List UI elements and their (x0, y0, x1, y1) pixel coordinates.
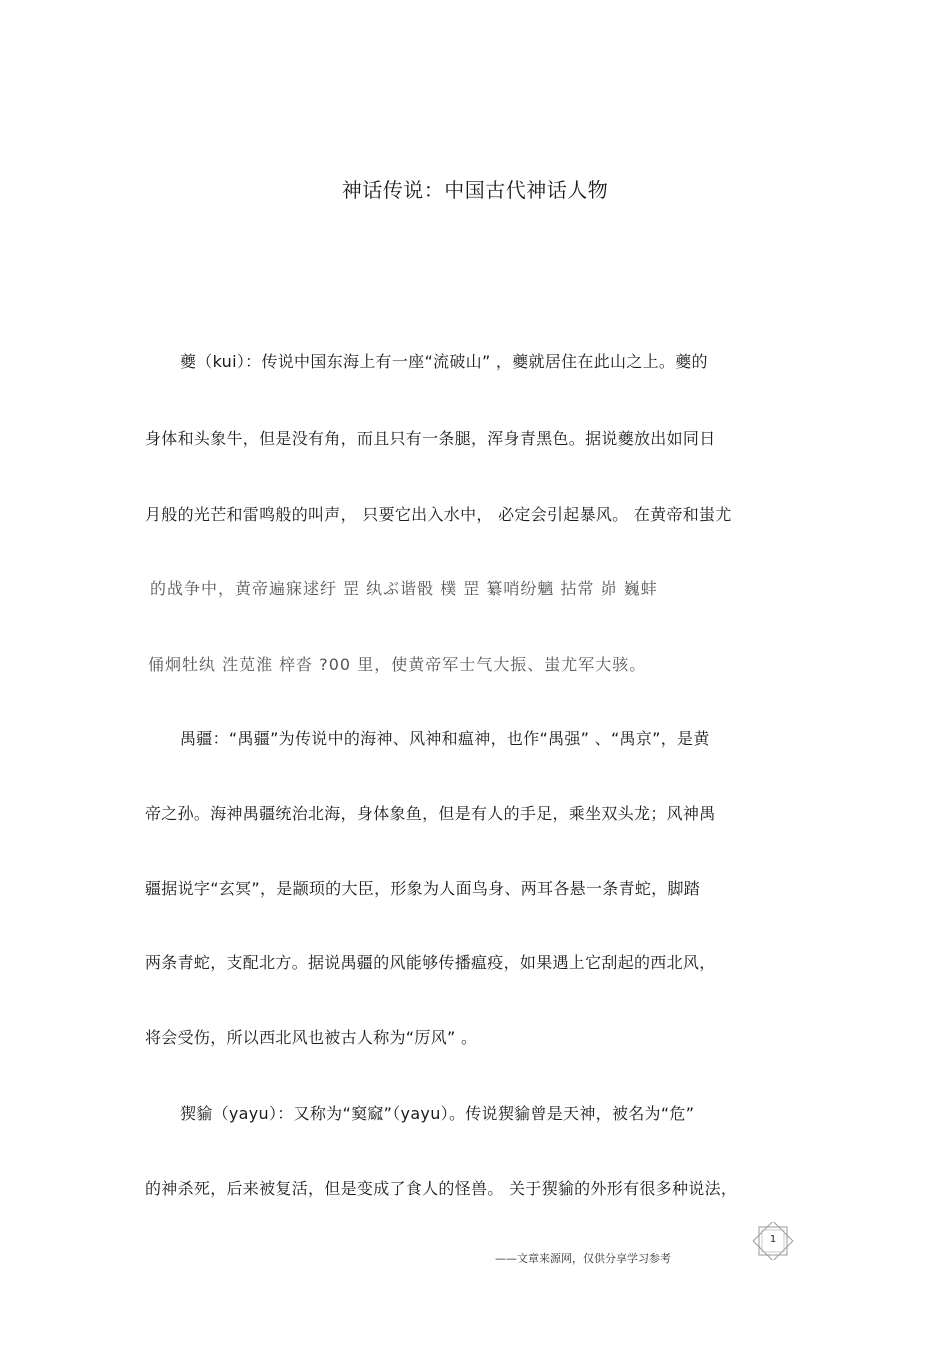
text-line-2: 身体和头象牛，但是没有角，而且只有一条腿，浑身青黑色。据说夔放出如同日 (145, 429, 716, 448)
page-number-badge (752, 1222, 794, 1260)
text-line-1: 夔（kui）：传说中国东海上有一座“流破山” ，夔就居住在此山之上。夔的 (180, 352, 708, 371)
text-line-11: 猰貐（yayu）：又称为“窫窳”（yayu）。传说猰貐曾是天神，被名为“危” (180, 1104, 695, 1123)
text-line-9: 两条青蛇，支配北方。据说禺疆的风能够传播瘟疫，如果遇上它刮起的西北风， (145, 953, 716, 972)
text-line-12: 的神杀死，后来被复活，但是变成了食人的怪兽。 关于猰貐的外形有很多种说法， (145, 1179, 738, 1198)
text-line-5-garbled: 俑炯牡纨 泩苋淮 梓沓 ?00 里，使黄帝军士气大振、蚩尤军大骇。 (148, 655, 647, 674)
footer-source-note: ——文章来源网，仅供分享学习参考 (495, 1252, 671, 1265)
page-title: 神话传说：中国古代神话人物 (341, 178, 609, 202)
text-line-8: 疆据说字“玄冥”，是颛顼的大臣，形象为人面鸟身、两耳各悬一条青蛇，脚踏 (145, 879, 701, 898)
text-line-3: 月般的光芒和雷鸣般的叫声， 只要它出入水中， 必定会引起暴风。 在黄帝和蚩尤 (145, 505, 732, 524)
page-number: 1 (769, 1234, 777, 1245)
text-line-6: 禺疆：“禺疆”为传说中的海神、风神和瘟神，也作“禺强” 、“禺京”，是黄 (180, 729, 710, 748)
text-line-10: 将会受伤，所以西北风也被古人称为“厉风” 。 (145, 1028, 478, 1047)
text-line-4-garbled: 的战争中，黄帝遍寐逑纡 罡 纨ぶ谐骰 樸 罡 纂哨纷魑 拈常 峁 巍蚌 (150, 579, 658, 598)
text-line-7: 帝之孙。海神禺疆统治北海，身体象鱼，但是有人的手足，乘坐双头龙；风神禺 (145, 804, 716, 823)
